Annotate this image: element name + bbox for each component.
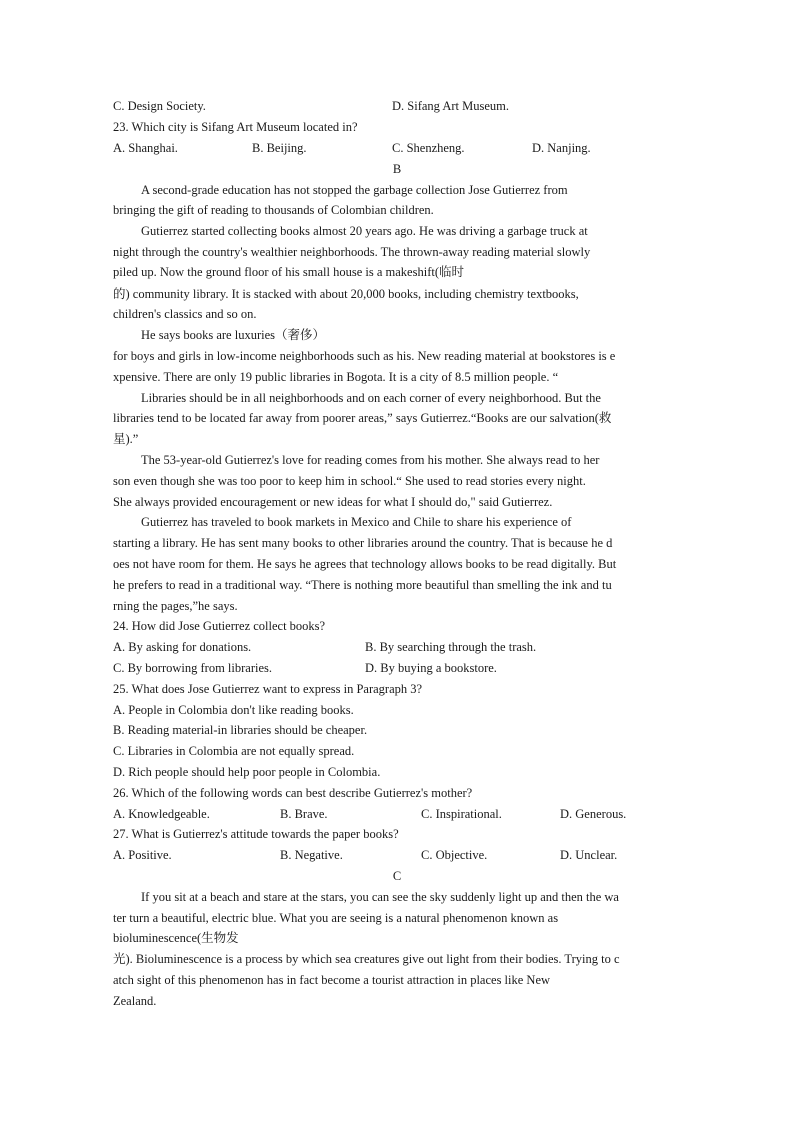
q24-option-b: B. By searching through the trash. [365,640,537,654]
q25-option-d: D. Rich people should help poor people in Colombia. [113,765,381,779]
q23-question: 23. Which city is Sifang Art Museum located in? [113,120,358,134]
passage-b-line: She always provided encouragement or new ideas for what I should do," said Gutierrez. [113,495,553,509]
q22-option-c: C. Design Society. [113,99,206,113]
passage-b-line: The 53-year-old Gutierrez's love for reading comes from his mother. She always read to her [141,453,600,467]
q25-question: 25. What does Jose Gutierrez want to express in Paragraph 3? [113,682,423,696]
passage-b-line: oes not have room for them. He says he agrees that technology allows books to be read digitally. But [113,557,617,571]
q27-option-b: B. Negative. [280,848,343,862]
q25-option-c: C. Libraries in Colombia are not equally spread. [113,744,355,758]
section-c-heading: C [392,869,402,883]
q25-option-a: A. People in Colombia don't like reading books. [113,703,354,717]
q26-option-d: D. Generous. [560,807,627,821]
q26-option-c: C. Inspirational. [421,807,502,821]
q25-option-b: B. Reading material-in libraries should be cheaper. [113,723,368,737]
q26-question: 26. Which of the following words can best describe Gutierrez's mother? [113,786,473,800]
passage-b-line: for boys and girls in low-income neighborhoods such as his. New reading material at bookstores is e [113,349,616,363]
passage-c-line: ter turn a beautiful, electric blue. What you are seeing is a natural phenomenon known as [113,911,559,925]
q26-option-b: B. Brave. [280,807,328,821]
passage-b-line: Gutierrez started collecting books almost 20 years ago. He was driving a garbage truck at [141,224,588,238]
q24-question: 24. How did Jose Gutierrez collect books? [113,619,326,633]
passage-c-line: atch sight of this phenomenon has in fact become a tourist attraction in places like New [113,973,551,987]
q24-option-d: D. By buying a bookstore. [365,661,497,675]
passage-b-line: A second-grade education has not stopped the garbage collection Jose Gutierrez from [141,183,568,197]
passage-b-line: starting a library. He has sent many books to other libraries around the country. That is because he d [113,536,613,550]
passage-b-line: he prefers to read in a traditional way. “There is nothing more beautiful than smelling the ink and tu [113,578,612,592]
passage-b-line: libraries tend to be located far away from poorer areas,” says Gutierrez.“Books are our salvation(救 [113,411,612,425]
q27-option-a: A. Positive. [113,848,172,862]
passage-b-line: bringing the gift of reading to thousands of Colombian children. [113,203,434,217]
q27-option-c: C. Objective. [421,848,488,862]
passage-b-line: rning the pages,”he says. [113,599,238,613]
q23-option-b: B. Beijing. [252,141,307,155]
passage-b-line: xpensive. There are only 19 public libraries in Bogota. It is a city of 8.5 million people. “ [113,370,559,384]
section-b-heading: B [392,162,402,176]
passage-b-line: Gutierrez has traveled to book markets in Mexico and Chile to share his experience of [141,515,572,529]
passage-c-line: 光). Bioluminescence is a process by which sea creatures give out light from their bodies. Trying to c [113,952,620,966]
passage-b-line: 星).” [113,432,139,446]
q24-option-a: A. By asking for donations. [113,640,252,654]
q23-option-c: C. Shenzheng. [392,141,465,155]
passage-c-line: Zealand. [113,994,157,1008]
q27-question: 27. What is Gutierrez's attitude towards the paper books? [113,827,399,841]
q27-option-d: D. Unclear. [560,848,618,862]
q22-option-d: D. Sifang Art Museum. [392,99,510,113]
q23-option-d: D. Nanjing. [532,141,591,155]
passage-b-line: He says books are luxuries（奢侈） [141,328,325,342]
passage-b-line: night through the country's wealthier neighborhoods. The thrown-away reading material slowly [113,245,591,259]
q24-option-c: C. By borrowing from libraries. [113,661,273,675]
passage-b-line: piled up. Now the ground floor of his small house is a makeshift(临时 [113,265,464,279]
q26-option-a: A. Knowledgeable. [113,807,210,821]
passage-b-line: 的) community library. It is stacked with about 20,000 books, including chemistry textbooks, [113,287,579,301]
passage-b-line: Libraries should be in all neighborhoods and on each corner of every neighborhood. But the [141,391,601,405]
passage-b-line: children's classics and so on. [113,307,257,321]
passage-c-line: bioluminescence(生物发 [113,931,239,945]
q23-option-a: A. Shanghai. [113,141,178,155]
passage-b-line: son even though she was too poor to keep him in school.“ She used to read stories every night. [113,474,586,488]
passage-c-line: If you sit at a beach and stare at the stars, you can see the sky suddenly light up and then the wa [141,890,619,904]
